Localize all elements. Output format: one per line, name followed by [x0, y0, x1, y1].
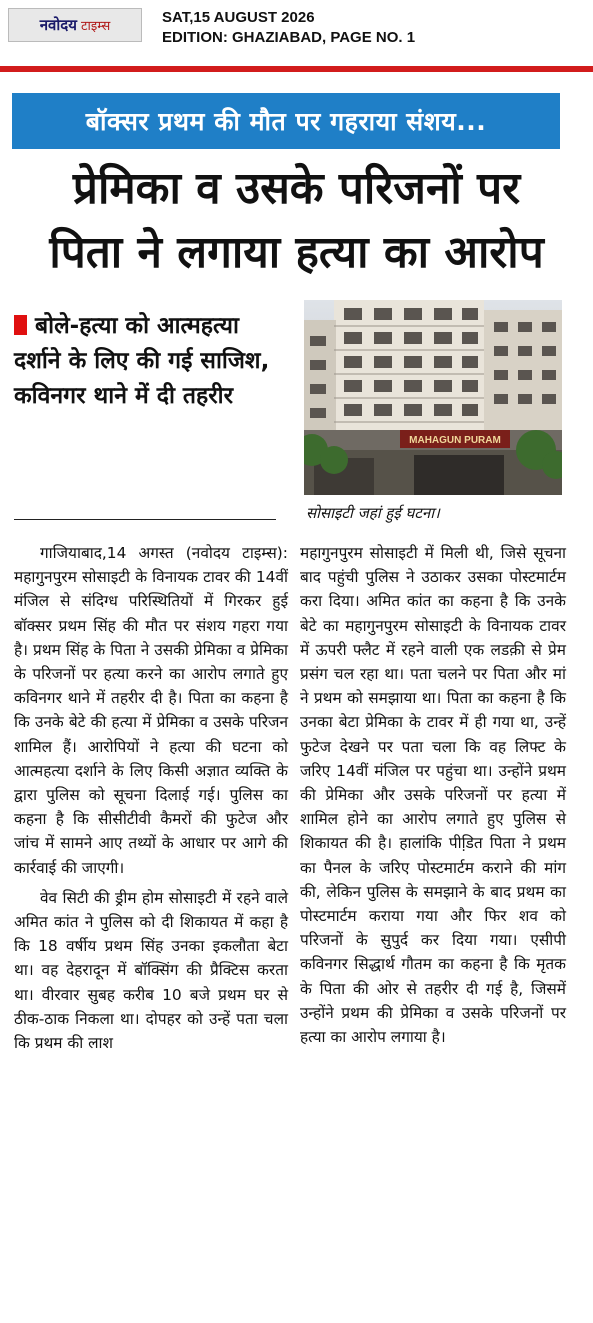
building-image [304, 300, 562, 495]
mahagun-sign-text: MAHAGUN PURAM [409, 435, 501, 446]
kicker-banner [12, 93, 560, 149]
logo-sub-text: टाइम्स [80, 19, 111, 34]
subheadline [14, 309, 284, 414]
red-divider [0, 66, 593, 72]
headline [0, 157, 593, 285]
red-square-bullet-icon [14, 315, 27, 335]
masthead [0, 0, 593, 62]
photo-caption: सोसाइटी जहां हुई घटना। [306, 504, 440, 522]
newspaper-logo [8, 8, 142, 42]
kicker-text: बॉक्सर प्रथम की मौत पर गहराया संशय... [85, 107, 487, 136]
subheadline-text: बोले-हत्या को आत्महत्या दर्शाने के लिए की गई साजिश, कविनगर थाने में दी तहरीर [14, 313, 270, 409]
edition-info [162, 8, 415, 48]
logo-main-text: नवोदय [39, 16, 77, 34]
column-1-paragraph-2: वेव सिटी की ड्रीम होम सोसाइटी में रहने वाले अमित कांत ने पुलिस को दी शिकायत में कहा है कि 18 वर्षीय प्रथम सिंह उनका इकलौता बेटा था। वह देहरादून में बॉक्सिंग की प्रैक्टिस करता था। वीरवार सुबह करीब 10 बजे प्रथम घर से ठीक-ठाक निकला था। दोपहर को उन्हें पता चला कि प्रथम की लाश [14, 888, 288, 1053]
headline-line-1: प्रेमिका व उसके परिजनों पर [72, 163, 521, 214]
column-1-paragraph-1: गाजियाबाद,14 अगस्त (नवोदय टाइम्स): महागुनपुरम सोसाइटी के विनायक टावर की 14वीं मंजिल से संदिग्ध परिस्थितियों में गिरकर हुई बॉक्सर प्रथम सिंह की मौत पर संशय गहरा गया है। प्रथम सिंह के पिता ने उसकी प्रेमिका व प्रेमिका के परिजनों पर हत्या करने का आरोप लगाते हुए कविनगर थाने में तहरीर दी है। पिता का कहना है कि उनके बेटे की हत्या में प्रेमिका व उसके परिजन शामिल हैं। आरोपियों ने हत्या की घटना को आत्महत्या दर्शाने के लिए किसी अज्ञात व्यक्ति के द्वारा पुलिस को सूचना दिलाई गई। पुलिस का कहना है कि सीसीटीवी कैमरों की फुटेज और जांच में सामने आए तथ्यों के आधार पर आगे की कार्रवाई की जाएगी। [14, 544, 288, 877]
subhead-rule [14, 519, 276, 520]
column-2-paragraph-1: महागुनपुरम सोसाइटी में मिली थी, जिसे सूचना बाद पहुंची पुलिस ने उठाकर उसका पोस्टमार्टम करा दिया। अमित कांत का कहना है कि उनके बेटे का महागुनपुरम सोसाइटी के विनायक टावर में ऊपरी फ्लैट में रहने वाली एक लडक़ी से प्रेम प्रसंग चल रहा था। पता चलने पर पिता और मां ने प्रथम को समझाया था। पिता का कहना है कि उनका बेटा प्रेमिका के टावर में ही गया था, उन्हें फुटेज देखने पर पता चला कि वह लिफ्ट के जरिए 14वीं मंजिल पर पहुंचा था। उन्होंने प्रथम की प्रेमिका और उसके परिजनों पर हत्या में शामिल होने का आरोप लगाते हुए पुलिस से शिकायत की है। हालांकि पीडि़त पिता ने प्रथम का पैनल के जरिए पोस्टमार्टम कराने की मांग की, लेकिन पुलिस के समझाने के बाद प्रथम का पोस्टमार्टम कराया गया और फिर शव को परिजनों के सुपुर्द कर दिया गया। एसीपी कविनगर सिद्धार्थ गौतम का कहना है कि मृतक के पिता की ओर से तहरीर दी गई है, जिसमें उन्होंने प्रथम की प्रेमिका व उसके परिजनों पर हत्या का आरोप लगाया है। [300, 544, 566, 1047]
society-photo [304, 300, 562, 495]
article-column-2 [300, 541, 566, 1049]
headline-line-2: पिता ने लगाया हत्या का आरोप [49, 227, 544, 278]
issue-date: SAT,15 AUGUST 2026 [162, 9, 315, 26]
edition-page: EDITION: GHAZIABAD, PAGE NO. 1 [162, 29, 416, 46]
article-column-1 [14, 541, 288, 1055]
